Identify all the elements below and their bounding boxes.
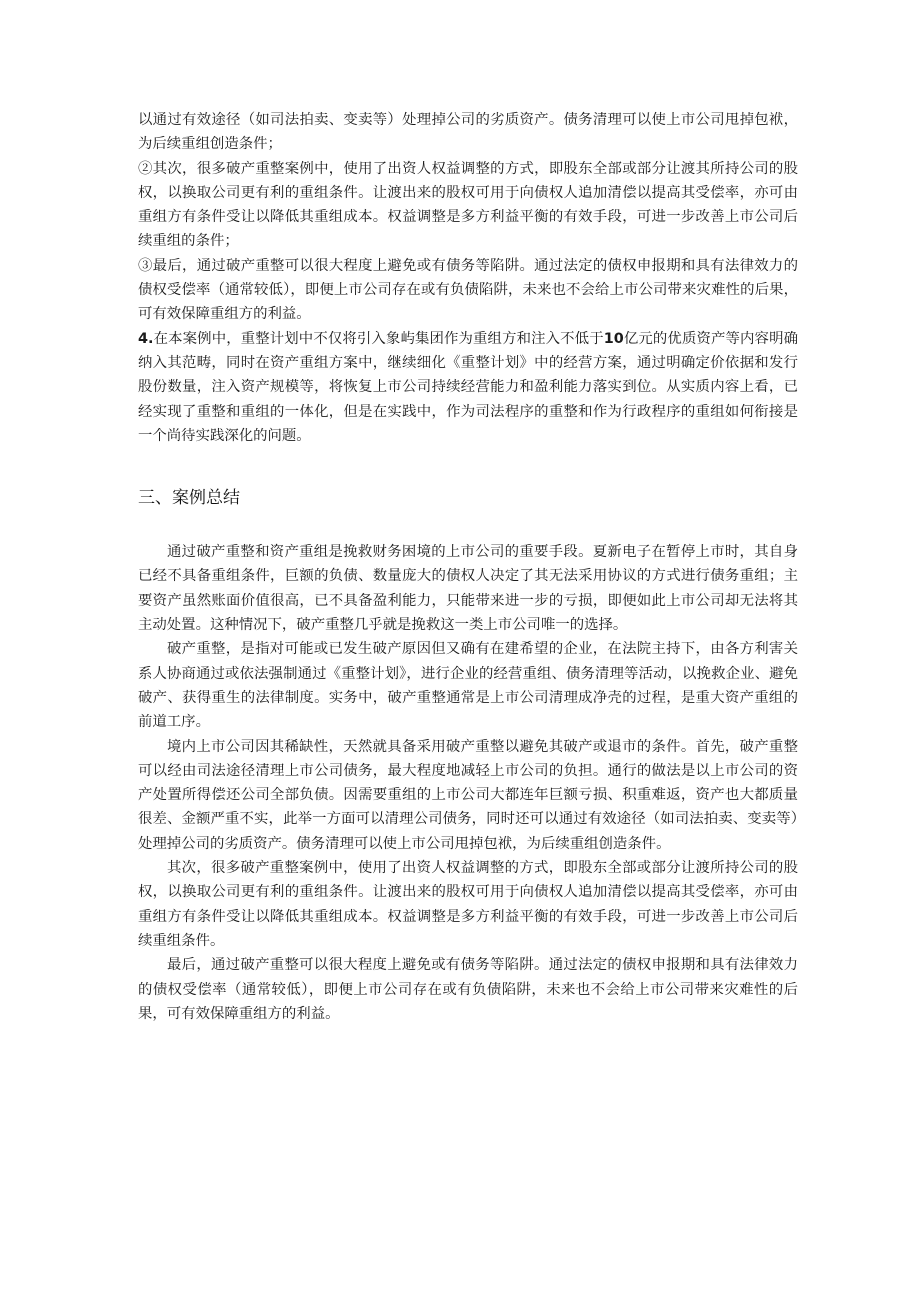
section-heading: 三、案例总结 — [138, 488, 240, 509]
document-page — [138, 108, 798, 1026]
summary-paragraph-1: 通过破产重整和资产重组是挽救财务困境的上市公司的重要手段。夏新电子在暂停上市时，其自身已经不具备重组条件，巨额的负债、数量庞大的债权人决定了其无法采用协议的方式进行债务重组；主要资产虽然账面价值很高，已不具备盈利能力，只能带来进一步的亏损，即便如此上市公司却无法将其主动处置。这种情况下，破产重整几乎就是挽救这一类上市公司唯一的选择。 — [138, 544, 798, 634]
point-4-text-after: 亿元的优质资产等内容明确纳入其范畴，同时在资产重组方案中，继续细化《重整计划》中的经营方案，通过明确定价依据和发行股份数量，注入资产规模等，将恢复上市公司持续经营能力和盈利能力落实到位。从实质内容上看，已经实现了重整和重组的一体化，但是在实践中，作为司法程序的重整和作为行政程序的重组如何衔接是一个尚待实践深化的问题。 — [138, 330, 798, 444]
intro-paragraph-3: ③最后，通过破产重整可以很大程度上避免或有债务等陷阱。通过法定的债权申报期和具有法律效力的债权受偿率（通常较低），即便上市公司存在或有负债陷阱，未来也不会给上市公司带来灾难性的后果，可有效保障重组方的利益。 — [138, 257, 798, 323]
summary-paragraph-5: 最后，通过破产重整可以很大程度上避免或有债务等陷阱。通过法定的债权申报期和具有法律效力的债权受偿率（通常较低），即便上市公司存在或有负债陷阱，未来也不会给上市公司带来灾难性的后果，可有效保障重组方的利益。 — [138, 957, 798, 1022]
summary-paragraph-4: 其次，很多破产重整案例中，使用了出资人权益调整的方式，即股东全部或部分让渡所持公司的股权，以换取公司更有利的重组条件。让渡出来的股权可用于向债权人追加清偿以提高其受偿率，亦可由重组方有条件受让以降低其重组成本。权益调整是多方利益平衡的有效手段，可进一步改善上市公司后续重组条件。 — [138, 860, 798, 949]
summary-paragraph-2: 破产重整，是指对可能或已发生破产原因但又确有在建希望的企业，在法院主持下，由各方利害关系人协商通过或依法强制通过《重整计划》，进行企业的经营重组、债务清理等活动，以挽救企业、避免破产、获得重生的法律制度。实务中，破产重整通常是上市公司清理成净壳的过程，是重大资产重组的前道工序。 — [138, 641, 798, 731]
point-4-number: 4. — [138, 330, 154, 347]
intro-paragraph-2: ②其次，很多破产重整案例中，使用了出资人权益调整的方式，即股东全部或部分让渡其所持公司的股权，以换取公司更有利的重组条件。让渡出来的股权可用于向债权人追加清偿以提高其受偿率，亦可由重组方有条件受让以降低其重组成本。权益调整是多方利益平衡的有效手段，可进一步改善上市公司后续重组的条件； — [138, 160, 798, 250]
intro-paragraph-1: 以通过有效途径（如司法拍卖、变卖等）处理掉公司的劣质资产。债务清理可以使上市公司甩掉包袱，为后续重组创造条件； — [138, 112, 798, 153]
point-4-amount: 10 — [603, 330, 624, 347]
point-4-text-before: 在本案例中，重整计划中不仅将引入象屿集团作为重组方和注入不低于 — [153, 330, 604, 347]
point-4-paragraph — [138, 327, 798, 448]
summary-paragraph-3: 境内上市公司因其稀缺性，天然就具备采用破产重整以避免其破产或退市的条件。首先，破产重整可以经由司法途径清理上市公司债务，最大程度地减轻上市公司的负担。通行的做法是以上市公司的资产处置所得偿还公司全部负债。因需要重组的上市公司大都连年巨额亏损、积重难返，资产也大都质量很差、金额严重不实，此举一方面可以清理公司债务，同时还可以通过有效途径（如司法拍卖、变卖等）处理掉公司的劣质资产。债务清理可以使上市公司甩掉包袱，为后续重组创造条件。 — [138, 738, 798, 852]
